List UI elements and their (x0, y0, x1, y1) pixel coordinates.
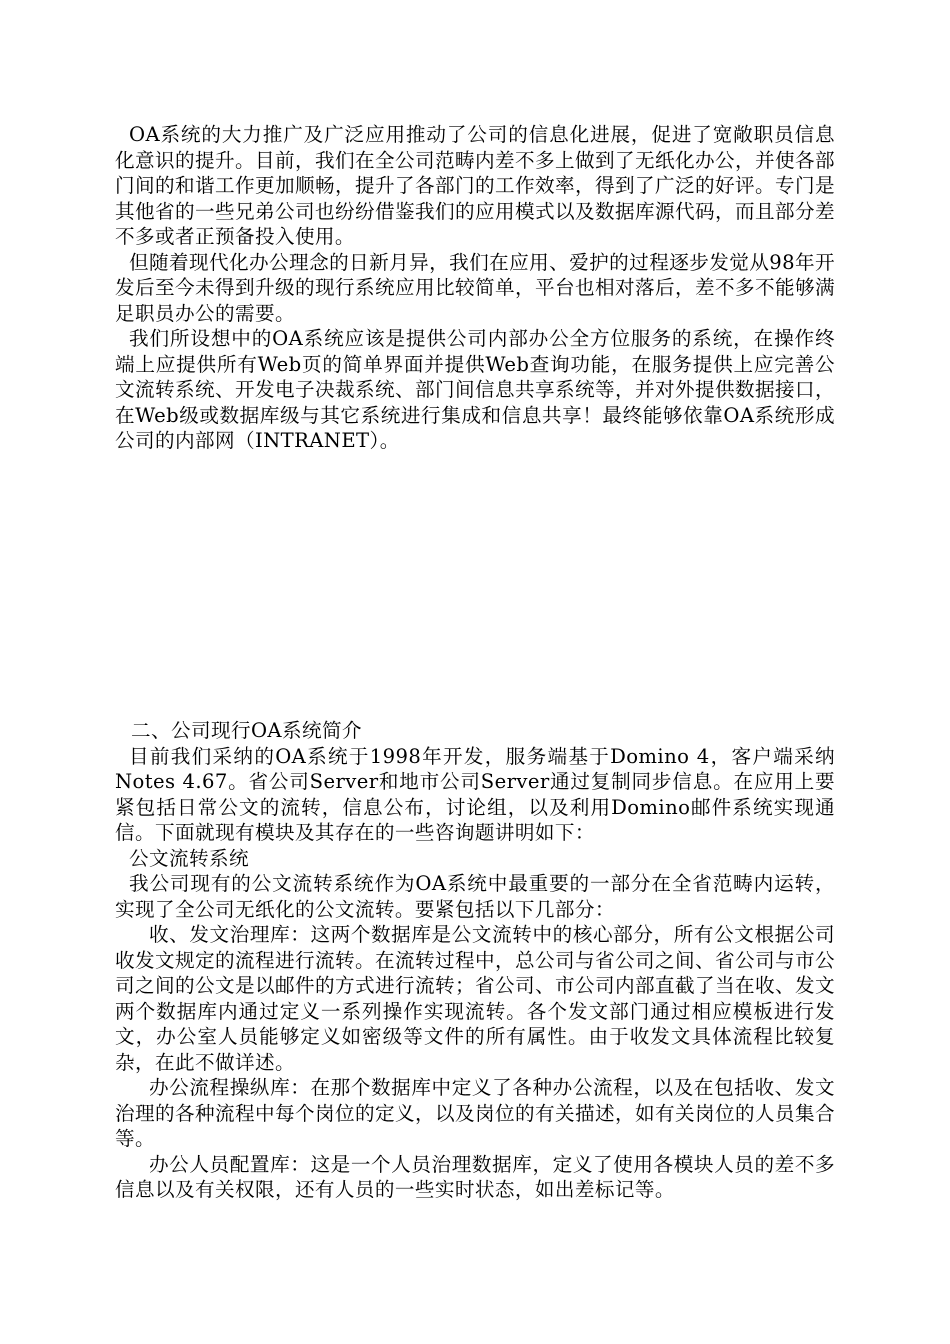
intro-section (115, 122, 835, 454)
paragraph-modernization: 但随着现代化办公理念的日新月异，我们在应用、爱护的过程逐步发觉从98年开发后至今未得到升级的现行系统应用比较简单，平台也相对落后，差不多不能够满足职员办公的需要。 (115, 250, 835, 325)
paragraph-staff-config-db: 办公人员配置库：这是一个人员治理数据库，定义了使用各模块人员的差不多信息以及有关权限，还有人员的一些实时状态，如出差标记等。 (115, 1152, 835, 1201)
section-heading: 二、公司现行OA系统简介 (131, 719, 362, 742)
paragraph-send-receive-db: 收、发文治理库：这两个数据库是公文流转中的核心部分，所有公文根据公司收发文规定的流程进行流转。在流转过程中，总公司与省公司之间、省公司与市公司之间的公文是以邮件的方式进行流转；省公司、市公司内部直截了当在收、发文两个数据库内通过定义一系列操作实现流转。各个发文部门通过相应模板进行发文，办公室人员能够定义如密级等文件的所有属性。由于收发文具体流程比较复杂，在此不做详述。 (115, 923, 835, 1074)
paragraph-document-flow: 我公司现有的公文流转系统作为OA系统中最重要的一部分在全省范畴内运转，实现了全公司无纸化的公文流转。要紧包括以下几部分： (115, 872, 835, 921)
paragraph-workflow-db: 办公流程操纵库：在那个数据库中定义了各种办公流程，以及在包括收、发文治理的各种流程中每个岗位的定义，以及岗位的有关描述，如有关岗位的人员集合等。 (115, 1076, 835, 1150)
paragraph-current-system: 目前我们采纳的OA系统于1998年开发，服务端基于Domino 4，客户端采纳Notes 4.67。省公司Server和地市公司Server通过复制同步信息。在应用上要紧包括日常公文的流转，信息公布，讨论组，以及利用Domino邮件系统实现通信。下面就现有模块及其存在的一些咨询题讲明如下： (115, 744, 835, 844)
paragraph-oa-promotion: OA系统的大力推广及广泛应用推动了公司的信息化进展，促进了宽敞职员信息化意识的提升。目前，我们在全公司范畴内差不多上做到了无纸化办公，并使各部门间的和谐工作更加顺畅，提升了各部门的工作效率，得到了广泛的好评。专门是其他省的一些兄弟公司也纷纷借鉴我们的应用模式以及数据库源代码，而且部分差不多或者正预备投入使用。 (115, 123, 835, 248)
current-oa-section (115, 718, 835, 1203)
paragraph-oa-vision: 我们所设想中的OA系统应该是提供公司内部办公全方位服务的系统，在操作终端上应提供所有Web页的简单界面并提供Web查询功能，在服务提供上应完善公文流转系统、开发电子决裁系统、部门间信息共享系统等，并对外提供数据接口，在Web级或数据库级与其它系统进行集成和信息共享！最终能够依靠OA系统形成公司的内部网（INTRANET）。 (115, 327, 835, 452)
subheading-document-flow: 公文流转系统 (129, 846, 249, 870)
